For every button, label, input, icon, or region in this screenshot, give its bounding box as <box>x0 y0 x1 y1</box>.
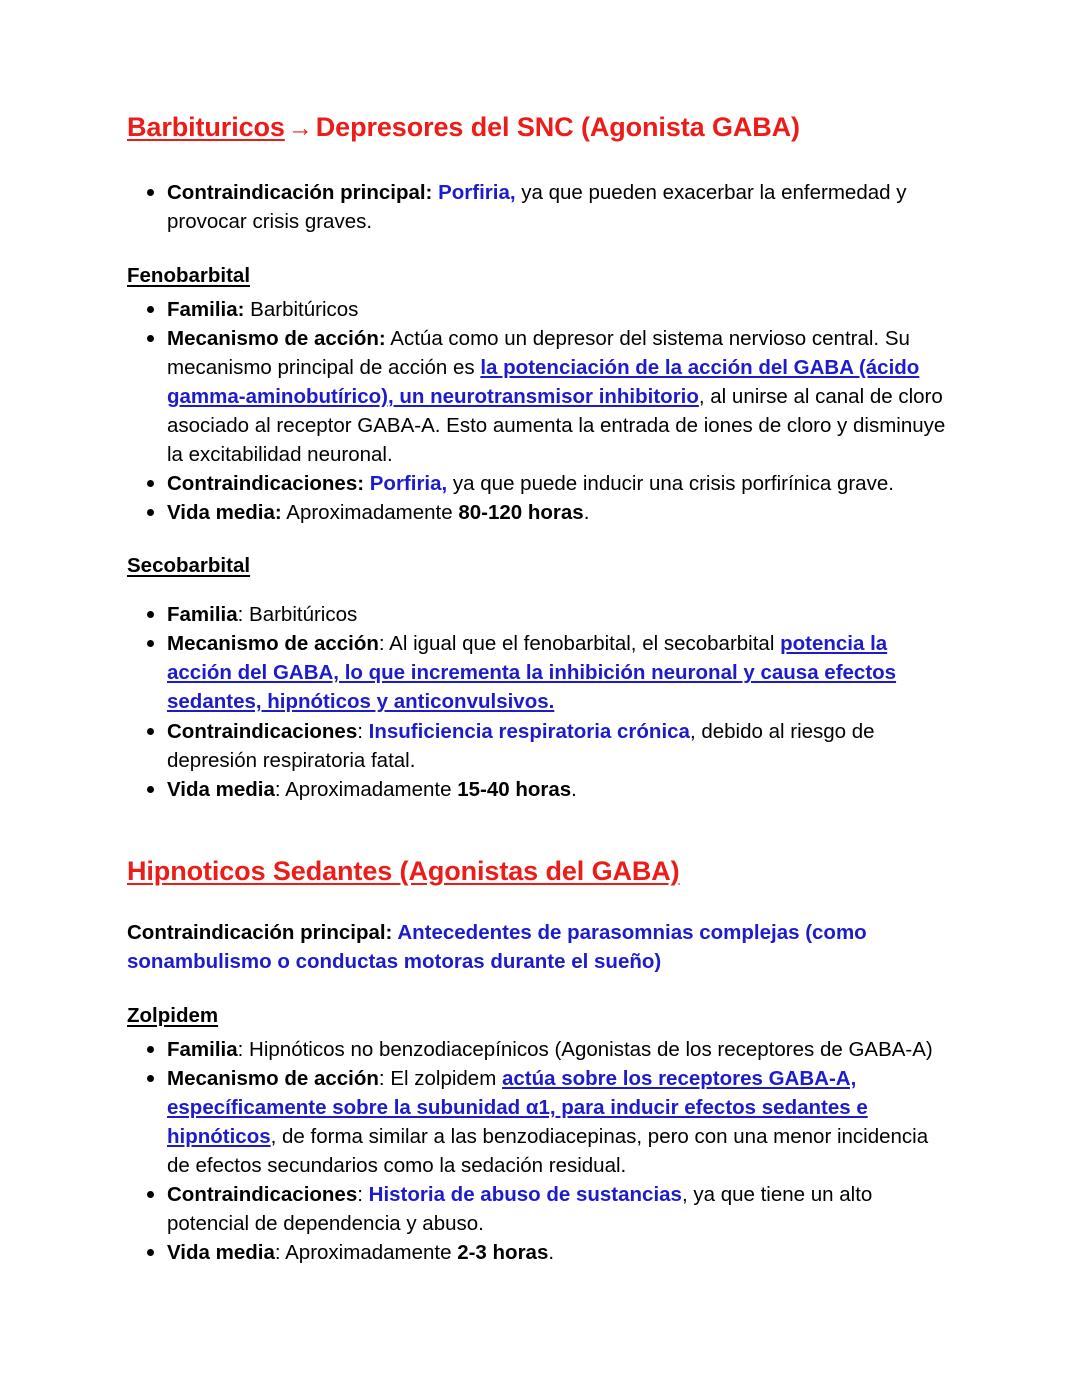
bullet-label: Familia <box>167 603 238 627</box>
spacer <box>127 888 950 918</box>
list-item <box>127 324 950 470</box>
bullet-text: : Hipnóticos no benzodiacepínicos (Agonistas de los receptores de GABA-A) <box>237 1037 933 1061</box>
bullet-tail: , debido al riesgo de depresión respiratoria fatal. <box>167 719 875 772</box>
spacer <box>127 236 950 264</box>
bullet-value: 80-120 horas <box>458 501 584 525</box>
bullet-highlight: Historia de abuso de sustancias <box>368 1183 682 1207</box>
list-item <box>127 600 950 629</box>
arrow-icon: → <box>287 114 313 142</box>
section-heading-barbituricos <box>127 112 950 144</box>
bullet-label: Familia <box>167 1037 238 1061</box>
bullet-label: Contraindicaciones: <box>167 472 365 496</box>
document-body <box>127 112 950 1267</box>
bullet-text: Aproximadamente <box>281 501 459 525</box>
bullet-label: Contraindicaciones <box>167 1183 358 1207</box>
secobarbital-list <box>127 600 950 804</box>
bullet-label: Vida media <box>167 1241 275 1265</box>
bullet-emphasis-link: actúa sobre los receptores GABA-A, específicamente sobre la subunidad α1, para inducir efectos sedantes e hipnóticos <box>167 1066 868 1148</box>
bullet-text: : Al igual que el fenobarbital, el secobarbital <box>378 632 781 656</box>
bullet-text: : Aproximadamente <box>274 777 458 801</box>
barbituricos-intro-list <box>127 178 950 236</box>
bullet-value: 2-3 horas <box>457 1241 549 1265</box>
bullet-highlight: Insuficiencia respiratoria crónica <box>368 719 690 743</box>
bullet-emphasis-link: potencia la acción del GABA, lo que incrementa la inhibición neuronal y causa efectos sedantes, hipnóticos y anticonvulsivos. <box>167 632 897 714</box>
list-item <box>127 498 950 527</box>
bullet-emphasis-link: la potenciación de la acción del GABA (ácido gamma-aminobutírico), un neurotransmisor inhibitorio <box>167 355 920 408</box>
bullet-text: : Aproximadamente <box>274 1241 458 1265</box>
bullet-label: Vida media: <box>167 501 282 525</box>
spacer <box>127 144 950 178</box>
list-item <box>127 1180 950 1238</box>
bullet-label: Vida media <box>167 777 275 801</box>
bullet-label: Mecanismo de acción: <box>167 326 386 350</box>
zolpidem-list <box>127 1035 950 1268</box>
drug-heading-zolpidem: Zolpidem <box>127 1003 219 1027</box>
bullet-tail: , al unirse al canal de cloro asociado al receptor GABA-A. Esto aumenta la entrada de iones de cloro y disminuye la excitabilidad neuronal. <box>167 385 946 467</box>
hipnoticos-intro <box>127 918 950 976</box>
bullet-tail: , ya que tiene un alto potencial de dependencia y abuso. <box>167 1183 873 1236</box>
heading-rest-barbituricos: Depresores del SNC (Agonista GABA) <box>315 112 800 142</box>
bullet-colon: : <box>357 1183 369 1207</box>
spacer <box>127 528 950 554</box>
bullet-text: : Barbitúricos <box>237 603 358 627</box>
bullet-highlight: Porfiria, <box>438 180 516 204</box>
spacer <box>127 804 950 856</box>
bullet-colon: : <box>357 719 369 743</box>
bullet-tail: . <box>571 777 577 801</box>
bullet-text: ya que pueden exacerbar la enfermedad y provocar crisis graves. <box>167 180 907 233</box>
bullet-value: 15-40 horas <box>457 777 572 801</box>
list-item <box>127 469 950 498</box>
drug-heading-secobarbital: Secobarbital <box>127 553 251 577</box>
section-heading-hipnoticos: Hipnoticos Sedantes (Agonistas del GABA) <box>127 855 680 886</box>
spacer <box>127 578 950 600</box>
bullet-label: Contraindicación principal: <box>167 180 433 204</box>
list-item <box>127 1035 950 1064</box>
list-item <box>127 775 950 804</box>
bullet-tail: , de forma similar a las benzodiacepinas, pero con una menor incidencia de efectos secundarios como la sedación residual. <box>167 1124 929 1178</box>
list-item <box>127 717 950 775</box>
bullet-tail: . <box>583 501 590 525</box>
bullet-text: Actúa como un depresor del sistema nervioso central. Su mecanismo principal de acción es <box>167 326 910 379</box>
bullet-label: Mecanismo de acción <box>167 1066 379 1090</box>
bullet-text: : El zolpidem <box>378 1066 502 1090</box>
list-item <box>127 1238 950 1267</box>
bullet-label: Familia: <box>167 297 245 321</box>
spacer <box>127 976 950 1004</box>
intro-label: Contraindicación principal: <box>127 920 393 944</box>
heading-term-barbituricos: Barbituricos <box>127 112 285 142</box>
list-item <box>127 295 950 324</box>
list-item <box>127 1064 950 1180</box>
bullet-label: Mecanismo de acción <box>167 632 379 656</box>
list-item <box>127 178 950 236</box>
bullet-label: Contraindicaciones <box>167 719 358 743</box>
drug-heading-fenobarbital: Fenobarbital <box>127 264 251 288</box>
fenobarbital-list <box>127 295 950 528</box>
intro-highlight: Antecedentes de parasomnias complejas (como sonambulismo o conductas motoras durante el sueño) <box>127 920 867 973</box>
bullet-highlight: Porfiria, <box>364 472 448 496</box>
bullet-tail: ya que puede inducir una crisis porfirínica grave. <box>447 472 894 496</box>
list-item <box>127 629 950 716</box>
bullet-tail: . <box>548 1241 555 1265</box>
bullet-text: Barbitúricos <box>244 297 359 321</box>
